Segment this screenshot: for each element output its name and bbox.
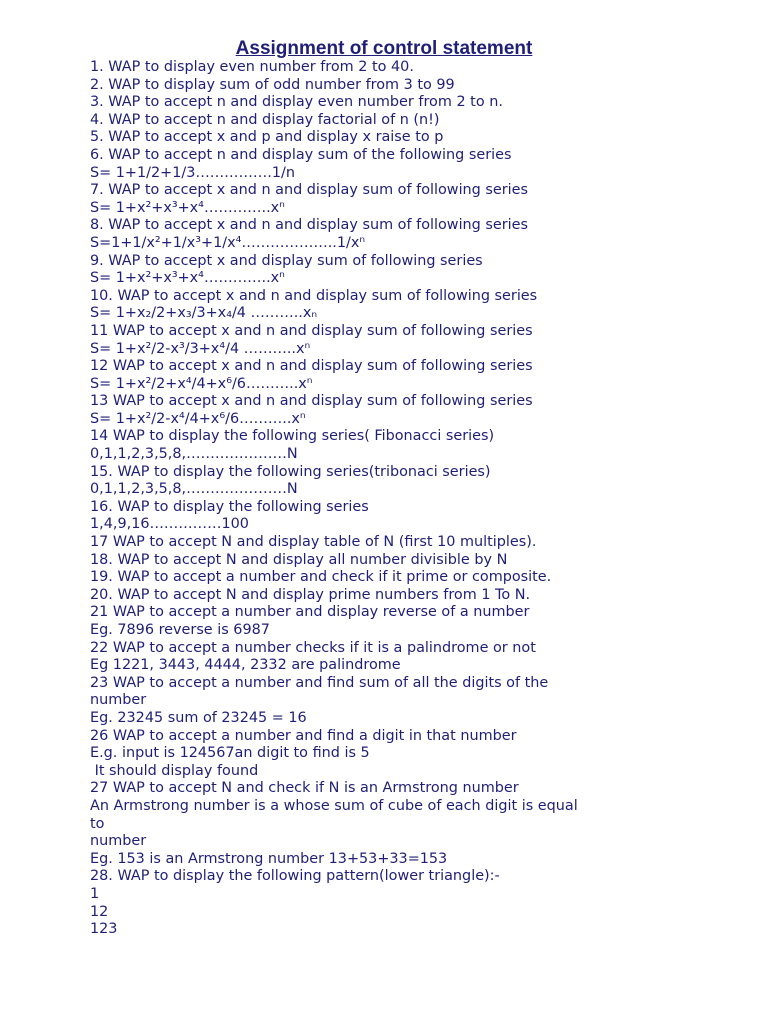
text-line: 8. WAP to accept x and n and display sum of following series <box>90 217 529 234</box>
text-line: 12 WAP to accept x and n and display sum of following series <box>90 358 533 375</box>
text-line: 9. WAP to accept x and display sum of following series <box>90 252 483 269</box>
text-line: E.g. input is 124567an digit to find is 5 <box>90 745 370 762</box>
text-line: 123 <box>90 921 118 938</box>
text-line: Eg 1221, 3443, 4444, 2332 are palindrome <box>90 657 401 674</box>
text-line: S=1+1/x²+1/x³+1/x⁴………………..1/xⁿ <box>90 234 366 251</box>
text-line: S= 1+x²/2-x³/3+x⁴/4 ………..xⁿ <box>90 340 311 357</box>
text-line: 15. WAP to display the following series(tribonaci series) <box>90 463 491 480</box>
text-line: It should display found <box>90 762 259 779</box>
text-line: to <box>90 815 105 832</box>
text-line: 10. WAP to accept x and n and display sum of following series <box>90 287 538 304</box>
text-line: Eg. 7896 reverse is 6987 <box>90 622 270 638</box>
text-line: 6. WAP to accept n and display sum of the following series <box>90 146 512 163</box>
text-line: 11 WAP to accept x and n and display sum of following series <box>90 322 533 339</box>
text-line: S= 1+x²/2+x⁴/4+x⁶/6………..xⁿ <box>90 375 313 392</box>
text-line: 14 WAP to display the following series( Fibonacci series) <box>90 428 495 445</box>
text-line: number <box>90 833 147 850</box>
text-line: S= 1+x²+x³+x⁴…………..xⁿ <box>90 199 285 216</box>
text-line: 18. WAP to accept N and display all number divisible by N <box>90 551 508 568</box>
text-line: 1. WAP to display even number from 2 to 40. <box>90 59 414 75</box>
assignment-list <box>90 59 750 939</box>
text-line: S= 1+x²/2-x⁴/4+x⁶/6………..xⁿ <box>90 410 306 427</box>
text-line: 20. WAP to accept N and display prime numbers from 1 To N. <box>90 586 531 603</box>
text-line: Eg. 153 is an Armstrong number 13+53+33=153 <box>90 850 448 867</box>
text-line: 3. WAP to accept n and display even number from 2 to n. <box>90 94 503 111</box>
text-line: 13 WAP to accept x and n and display sum of following series <box>90 393 533 410</box>
text-line: 23 WAP to accept a number and find sum of all the digits of the <box>90 674 549 691</box>
text-line: 27 WAP to accept N and check if N is an Armstrong number <box>90 780 519 797</box>
text-line: 19. WAP to accept a number and check if it prime or composite. <box>90 569 552 586</box>
text-line: 21 WAP to accept a number and display reverse of a number <box>90 604 530 621</box>
text-line: 1 <box>90 885 100 902</box>
text-line: Eg. 23245 sum of 23245 = 16 <box>90 709 307 726</box>
text-line: S= 1+1/2+1/3…………….1/n <box>90 164 296 181</box>
text-line: 5. WAP to accept x and p and display x raise to p <box>90 129 444 146</box>
text-line: 0,1,1,2,3,5,8,…………………N <box>90 446 298 463</box>
text-line: 2. WAP to display sum of odd number from 3 to 99 <box>90 76 455 93</box>
text-line: 12 <box>90 903 109 920</box>
document-title: Assignment of control statement <box>235 38 533 59</box>
text-line: 7. WAP to accept x and n and display sum of following series <box>90 182 529 199</box>
text-line: An Armstrong number is a whose sum of cube of each digit is equal <box>90 797 578 814</box>
text-line: 1,4,9,16……………100 <box>90 516 249 533</box>
text-line: 22 WAP to accept a number checks if it is a palindrome or not <box>90 639 536 656</box>
text-line: 16. WAP to display the following series <box>90 498 369 515</box>
text-line: 0,1,1,2,3,5,8,…………………N <box>90 481 298 498</box>
text-line: number <box>90 692 147 709</box>
text-line: S= 1+x²+x³+x⁴…………..xⁿ <box>90 270 285 287</box>
text-line: 28. WAP to display the following pattern(lower triangle):- <box>90 868 500 885</box>
text-line: 26 WAP to accept a number and find a digit in that number <box>90 727 517 744</box>
text-line: 4. WAP to accept n and display factorial of n (n!) <box>90 111 440 128</box>
text-line: S= 1+x₂/2+x₃/3+x₄/4 ………..xₙ <box>90 305 318 322</box>
text-line: 17 WAP to accept N and display table of N (first 10 multiples). <box>90 534 537 551</box>
